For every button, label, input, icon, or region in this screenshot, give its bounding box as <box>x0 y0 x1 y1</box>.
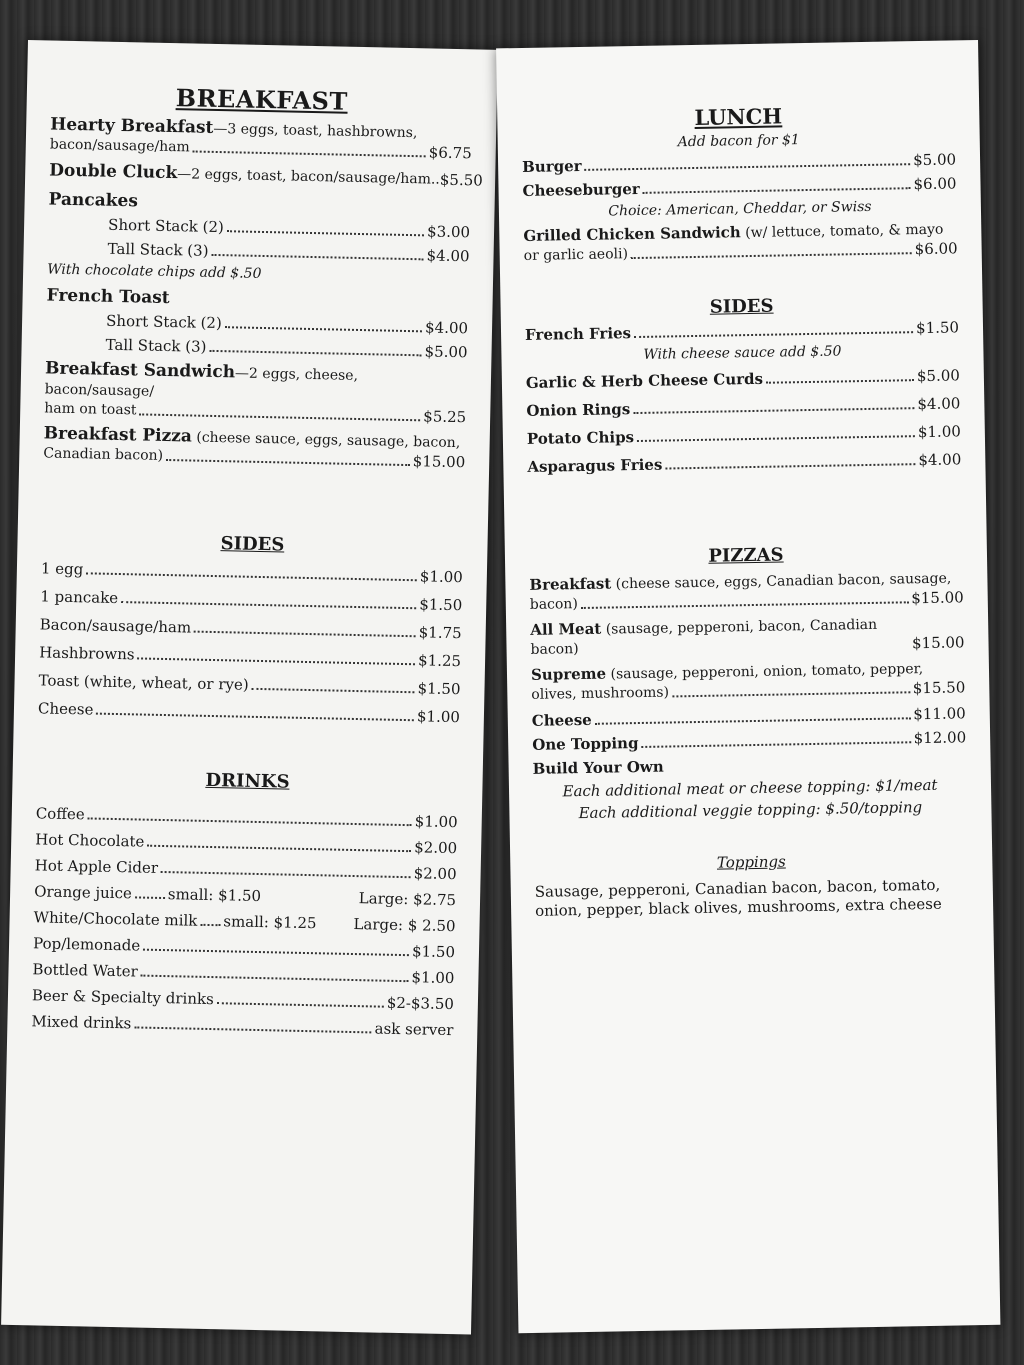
item-name: Toast (white, wheat, or rye) <box>38 671 249 694</box>
menu-row <box>532 703 966 731</box>
item-price: $1.00 <box>416 707 461 727</box>
item-name: Beer & Specialty drinks <box>31 986 214 1009</box>
menu-row <box>527 449 961 477</box>
item-price: $5.25 <box>423 407 467 427</box>
item-name: White/Chocolate milk <box>33 908 198 930</box>
item-desc: bacon) <box>530 641 579 658</box>
sides-title: SIDES <box>220 533 285 556</box>
item-name: 1 pancake <box>40 587 119 608</box>
grilled-chicken-item <box>523 219 958 266</box>
item-name: Mixed drinks <box>31 1012 132 1033</box>
item-name: Asparagus Fries <box>527 455 663 476</box>
toppings-list: Sausage, pepperoni, Canadian bacon, bacon, tomato, onion, pepper, black olives, mushrooms, extra cheese <box>534 875 942 920</box>
lunch-title: LUNCH <box>694 103 783 130</box>
item-name: Breakfast Pizza <box>43 423 193 447</box>
menu-row <box>40 586 462 615</box>
menu-row <box>34 881 456 910</box>
item-desc: bacon) <box>529 596 578 613</box>
item-price: $15.00 <box>911 633 965 653</box>
menu-right-page <box>496 40 1000 1333</box>
item-price-large: Large: $2.75 <box>358 889 457 910</box>
item-price: $1.00 <box>419 567 464 587</box>
item-name: Short Stack (2) <box>107 215 224 237</box>
menu-row <box>526 365 960 393</box>
toppings-title: Toppings <box>716 852 786 872</box>
item-name: One Topping <box>532 734 639 754</box>
item-price: $1.00 <box>411 968 455 988</box>
menu-row <box>35 855 457 884</box>
drinks-title: DRINKS <box>205 769 290 793</box>
item-price: $5.00 <box>916 366 961 386</box>
item-desc: (cheese sauce, eggs, Canadian bacon, sausage, <box>611 570 952 593</box>
item-name: All Meat <box>530 619 602 639</box>
item-desc: ham on toast <box>44 400 137 419</box>
item-desc: —2 eggs, cheese, bacon/sausage/ <box>44 365 359 400</box>
item-price: $5.00 <box>424 342 468 362</box>
item-name: Hot Apple Cider <box>34 856 159 877</box>
pizza-allmeat-item <box>530 613 965 660</box>
lunch-sides-title: SIDES <box>709 295 774 318</box>
item-name: Orange juice <box>33 882 133 903</box>
menu-row <box>38 698 460 727</box>
fries-note: With cheese sauce add $.50 <box>643 343 842 363</box>
item-name: Cheese <box>37 699 94 719</box>
pancake-note: With chocolate chips add $.50 <box>47 261 262 282</box>
breakfast-pizza-item <box>43 424 466 472</box>
menu-row <box>33 907 455 936</box>
pizza-supreme-item <box>531 658 966 705</box>
item-price: $6.75 <box>428 143 472 163</box>
item-price: $15.00 <box>911 588 964 608</box>
item-price-small: small: $1.50 <box>167 885 262 906</box>
item-price: $1.00 <box>414 812 458 832</box>
item-price: $4.00 <box>424 318 469 338</box>
item-name: Potato Chips <box>526 428 635 448</box>
item-price: $1.75 <box>418 623 462 643</box>
item-price: $11.00 <box>913 704 966 724</box>
item-price: $1.25 <box>417 651 462 671</box>
menu-row <box>532 751 966 779</box>
menu-row <box>522 149 956 177</box>
item-price-small: small: $1.25 <box>223 912 317 933</box>
item-name: Double Cluck <box>49 160 178 184</box>
item-price: $5.50 <box>439 170 483 190</box>
item-name: Tall Stack (3) <box>105 335 207 356</box>
menu-row <box>41 558 463 587</box>
menu-row <box>527 421 961 449</box>
item-desc: —2 eggs, toast, bacon/sausage/ham.. <box>177 166 441 188</box>
menu-row <box>33 933 455 962</box>
item-price: $6.00 <box>913 174 957 194</box>
menu-row <box>45 333 467 362</box>
double-cluck-item <box>49 160 483 190</box>
item-price: $1.00 <box>917 422 961 442</box>
item-price: $1.50 <box>915 318 960 338</box>
item-name: Short Stack (2) <box>105 311 222 333</box>
item-desc: bacon/sausage/ham <box>49 136 190 156</box>
item-price: $4.00 <box>426 246 470 266</box>
menu-row <box>31 1011 453 1040</box>
item-price: $12.00 <box>913 728 967 748</box>
item-price: $6.00 <box>914 239 958 259</box>
breakfast-sandwich-item <box>44 359 467 427</box>
item-price: $1.50 <box>419 595 463 615</box>
lunch-note: Add bacon for $1 <box>677 132 800 151</box>
item-name: Hearty Breakfast <box>50 114 214 138</box>
item-name: Burger <box>521 156 582 176</box>
item-name: Tall Stack (3) <box>107 239 209 260</box>
item-name: Bacon/sausage/ham <box>39 615 192 637</box>
item-desc: (cheese sauce, eggs, sausage, bacon, <box>191 429 461 452</box>
item-price: $1.50 <box>417 679 461 699</box>
menu-row <box>38 670 460 699</box>
breakfast-title: BREAKFAST <box>175 83 349 116</box>
pizza-note-veggie: Each additional veggie topping: $.50/topping <box>578 798 923 823</box>
item-desc: or garlic aeoli) <box>523 246 629 264</box>
item-name: Supreme <box>530 664 607 684</box>
item-desc: Canadian bacon) <box>43 445 164 464</box>
item-price-large: Large: $ 2.50 <box>353 915 456 936</box>
item-name: Grilled Chicken Sandwich <box>523 223 741 245</box>
item-price: $4.00 <box>918 450 962 470</box>
item-name: Coffee <box>35 804 85 824</box>
menu-row <box>32 985 454 1014</box>
item-price: $5.00 <box>912 150 957 170</box>
item-desc: olives, mushrooms) <box>531 684 670 703</box>
item-name: Cheeseburger <box>522 179 640 200</box>
item-name: Build Your Own <box>532 757 664 778</box>
item-price: $3.00 <box>426 222 471 242</box>
item-name: Garlic & Herb Cheese Curds <box>525 369 764 392</box>
item-desc: (w/ lettuce, tomato, & mayo <box>740 221 944 242</box>
item-name: 1 egg <box>40 559 84 579</box>
item-name: Hashbrowns <box>38 643 135 664</box>
pizza-note-meat: Each additional meat or cheese topping: $1/meat <box>562 775 938 801</box>
pizza-breakfast-item <box>529 568 964 615</box>
item-desc: —3 eggs, toast, hashbrowns, <box>213 120 418 142</box>
menu-row <box>526 393 960 421</box>
item-price: $2.00 <box>414 838 458 858</box>
pancakes-heading: Pancakes <box>48 189 139 212</box>
item-desc: (sausage, pepperoni, onion, tomato, pepper, <box>605 661 924 683</box>
breakfast-sides-list <box>38 558 463 727</box>
item-price: $4.00 <box>917 394 961 414</box>
item-name: Hot Chocolate <box>35 830 145 851</box>
item-price: $2.00 <box>413 864 457 884</box>
item-desc: (sausage, pepperoni, bacon, Canadian <box>601 616 878 638</box>
pizzas-title: PIZZAS <box>708 544 784 567</box>
menu-row <box>36 803 458 832</box>
cheese-choice-note: Choice: American, Cheddar, or Swiss <box>608 198 872 220</box>
item-name: Bottled Water <box>32 960 139 981</box>
menu-row <box>525 317 959 345</box>
menu-row <box>522 173 956 201</box>
hearty-breakfast-item <box>50 115 473 163</box>
menu-row <box>532 727 966 755</box>
item-price: $15.50 <box>912 678 966 698</box>
menu-row <box>35 829 457 858</box>
french-toast-heading: French Toast <box>46 285 170 309</box>
menu-left-page <box>1 40 498 1335</box>
item-name: Pop/lemonade <box>32 934 141 955</box>
item-price: ask server <box>374 1019 454 1040</box>
item-price: $2-$3.50 <box>386 993 455 1014</box>
item-name: Onion Rings <box>526 400 631 420</box>
menu-row <box>39 642 461 671</box>
menu-row <box>40 614 462 643</box>
item-name: Breakfast Sandwich <box>44 358 236 383</box>
lunch-sides-list <box>526 365 962 477</box>
item-price: $15.00 <box>412 452 466 472</box>
item-price: $1.50 <box>411 942 456 962</box>
item-name: Cheese <box>531 710 592 730</box>
menu-row <box>32 959 454 988</box>
item-name: Breakfast <box>529 574 612 594</box>
item-name: French Fries <box>524 324 632 344</box>
